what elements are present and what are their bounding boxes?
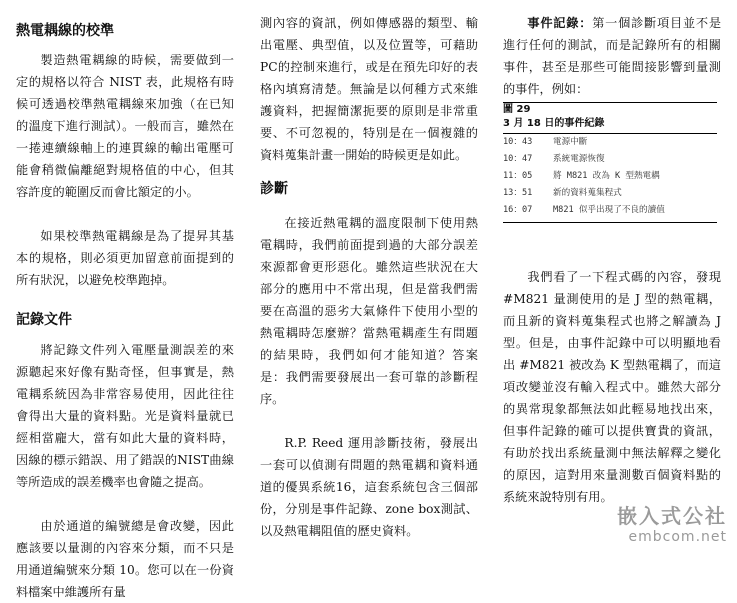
event-log-row <box>503 151 717 168</box>
column-right <box>503 0 721 508</box>
event-log-intro-text: 第一個診斷項目並不是進行任何的測試，而是記錄所有的相關事件，甚至是那些可能間接影響到量測的事件，例如： <box>503 16 722 96</box>
event-time: 10：47 <box>503 154 533 164</box>
figure-title: 3 月 18 日的事件紀錄 <box>503 117 717 134</box>
event-log-figure <box>503 102 717 223</box>
section-heading-calibration: 熱電耦線的校準 <box>16 23 114 39</box>
paragraph-diagnostics-1: 在接近熱電耦的溫度限制下使用熱電耦時，我們前面提到過的大部分誤差來源都會更形惡化。雖然這些狀況在大部分的應用中不常出現，但是當我們需要在高溫的惡劣大氣條件下使用小型的熱電耦時怎麼辦？當熱電耦產生有問題的結果時，我們如何才能知道？答案是：我們需要發展出一套可靠的診斷程序。 <box>260 216 478 406</box>
event-description: 電源中斷 <box>553 137 588 147</box>
column-left <box>16 0 234 603</box>
event-time: 13：51 <box>503 188 533 198</box>
event-description: 新的資料蒐集程式 <box>553 188 622 198</box>
figure-bottom-rule <box>503 219 717 223</box>
watermark-url: embcom.net <box>628 529 727 545</box>
paragraph-documentation-cont: 測內容的資訊，例如傳感器的類型、輸出電壓、典型值，以及位置等，可藉助PC的控制來進行，或是在預先印好的表格內填寫清楚。無論是以何種方式來維護資料，把握簡潔扼要的原則是非常重要、不可忽視的，特別是在一個複雜的資料蒐集計畫一開始的時候更是如此。 <box>260 16 478 162</box>
paragraph-calibration-1: 製造熱電耦線的時候，需要做到一定的規格以符合 NIST 表，此規格有時候可透過校準熱電耦線來加強（在已知的溫度下進行測試）。一般而言，雖然在一捲連續線軸上的連貫線的輸出電壓可能會稍微偏離絕對規格值的中心，但其容許度的範圍反而會比額定的小。 <box>16 53 234 199</box>
paragraph-event-log-intro <box>503 12 721 100</box>
watermark-logo-text: 嵌入式公社 <box>617 504 727 528</box>
paragraph-calibration-2: 如果校準熱電耦線是為了提昇其基本的規格，則必須更加留意前面提到的所有狀況，以避免校準跑掉。 <box>16 229 234 287</box>
section-heading-documentation: 記錄文件 <box>16 312 72 328</box>
event-time: 16：07 <box>503 205 533 215</box>
paragraph-documentation-2: 由於通道的編號總是會改變，因此應該要以量測的內容來分類，而不只是用通道編號來分類 10。您可以在一份資料檔案中維護所有量 <box>16 519 234 599</box>
column-middle <box>260 0 478 542</box>
figure-number: 圖 29 <box>503 104 531 115</box>
event-description: M821 似乎出現了不良的讀值 <box>553 205 665 215</box>
event-log-lead: 事件記錄： <box>527 16 593 30</box>
paragraph-diagnostics-2: R.P. Reed 運用診斷技術，發展出一套可以偵測有問題的熱電耦和資料通道的優異系統16，這套系統包含三個部份，分別是事件記錄、zone box測試、以及熱電耦阻值的歷史資料。 <box>260 436 478 538</box>
paragraph-event-log-analysis: 我們看了一下程式碼的內容，發現 #M821 量測使用的是 J 型的熱電耦，而且新的資料蒐集程式也將之解讀為 J 型。但是，由事件記錄中可以明顯地看出 #M821 被改為 K 型熱電耦了，而這項改變並沒有輸入程式中。雖然大部分的異常現象都無法如此輕易地找出來，但事件記錄的確可以提供寶貴的資訊，有助於找出系統量測中無法解釋之變化的原因，這對用來量測數百個資料點的系統來說特別有用。 <box>503 270 721 504</box>
event-description: 將 M821 改為 K 型熱電耦 <box>553 171 660 181</box>
event-log-row <box>503 134 717 151</box>
event-log-list <box>503 134 717 219</box>
event-log-row <box>503 168 717 185</box>
event-time: 10：43 <box>503 137 533 147</box>
event-description: 系統電源恢復 <box>553 154 605 164</box>
event-log-row <box>503 202 717 219</box>
section-heading-diagnostics: 診斷 <box>260 181 288 197</box>
event-time: 11：05 <box>503 171 533 181</box>
event-log-row <box>503 185 717 202</box>
paragraph-documentation-1: 將記錄文件列入電壓量測誤差的來源聽起來好像有點奇怪，但事實是，熱電耦系統因為非常容易使用，因此往往會得出大量的資料點。光是資料量就已經相當龐大，當有如此大量的資料時，因線的標示錯誤、用了錯誤的NIST曲線等所造成的誤差機率也會隨之提高。 <box>16 343 234 489</box>
